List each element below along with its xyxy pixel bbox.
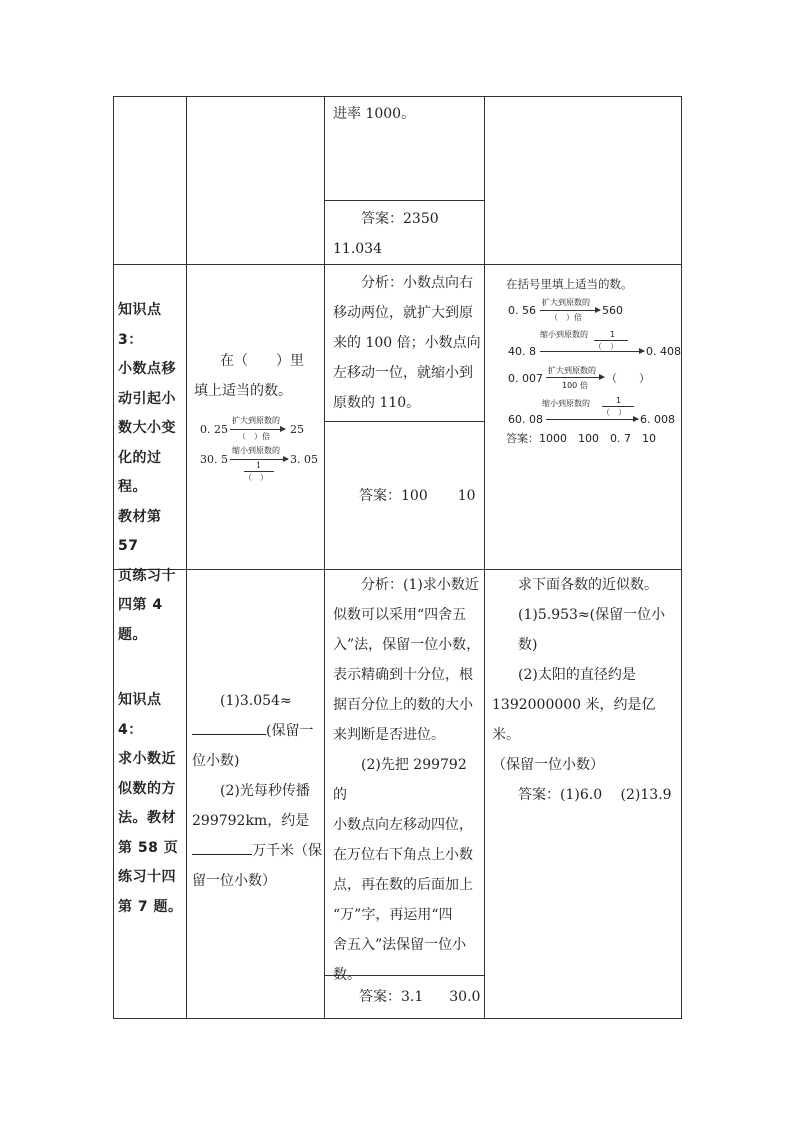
eq-right: （ ）	[606, 372, 650, 385]
answer-label: 答案：	[359, 989, 401, 1005]
exercise-answer: 答案：1000 100 0. 7 10	[506, 432, 656, 445]
eq-right: 6. 008	[640, 413, 675, 426]
row3-answer	[333, 982, 483, 1012]
exercise-line: 求下面各数的近似数。	[518, 577, 658, 593]
eq-top: 扩大到原数的	[542, 298, 590, 307]
row2-answer	[333, 481, 483, 511]
analysis-line: 在万位右下角点上小数	[333, 847, 473, 863]
knowledge-line: 动引起小	[118, 390, 176, 407]
answer-label: 答案：	[361, 211, 403, 227]
knowledge-line: 法。教材	[118, 810, 176, 826]
question-line: 位小数)	[192, 753, 240, 769]
knowledge-line: 求小数近	[118, 751, 176, 767]
question-line-2: 填上适当的数。	[194, 383, 292, 399]
analysis-line: 表示精确到十分位，根	[333, 667, 473, 683]
knowledge-line: 练习十四	[118, 869, 176, 885]
question-line: 299792km，约是	[192, 813, 310, 829]
table-border-left	[113, 96, 114, 1019]
answer-value-2: 11.034	[333, 241, 382, 257]
arrow-icon	[540, 351, 644, 352]
eq-left: 60. 08	[508, 413, 543, 426]
row2-exercise	[506, 274, 681, 454]
knowledge-line: 教材第 57	[118, 508, 162, 554]
knowledge-line: 第 7 题。	[118, 898, 183, 915]
knowledge-line: 第 58 页	[118, 839, 179, 856]
question-line: (保留一	[266, 723, 314, 739]
answer-blank[interactable]	[192, 720, 266, 735]
question-line: 万千米（保	[252, 843, 322, 859]
row2-analysis	[333, 268, 483, 418]
knowledge-line: 似数的方	[118, 780, 176, 797]
eq-bottom: （ ）倍	[238, 432, 270, 441]
eq-top: 缩小到原数的	[540, 330, 588, 339]
question-equation-2	[198, 444, 322, 484]
row2-question	[192, 346, 322, 406]
col-divider-3	[484, 96, 485, 1019]
analysis-line: 原数的 110。	[333, 395, 421, 411]
table-border-top	[113, 96, 682, 97]
answer-value-2: 10	[457, 488, 476, 504]
eq-left: 0. 007	[508, 372, 543, 385]
answer-value-1: 3.1	[401, 989, 424, 1005]
question-line-1: 在（ ）里	[220, 353, 304, 369]
analysis-line: 左移动一位，就缩小到	[333, 365, 473, 381]
analysis-line: 分析：(1)求小数近	[361, 577, 479, 593]
table-border-bottom	[113, 1018, 682, 1019]
knowledge-line: 化的过程。	[118, 449, 162, 495]
row3-exercise	[490, 570, 680, 810]
exercise-line: 1392000000 米，约是亿米。	[492, 697, 656, 743]
eq-num: 1	[256, 461, 262, 470]
answer-value-2: 30.0	[449, 989, 481, 1005]
eq-num: 1	[610, 330, 616, 339]
eq-left: 40. 8	[508, 345, 536, 358]
analysis-line: 舍五入”法保留一位小	[333, 937, 467, 953]
arrow-icon	[546, 377, 604, 378]
eq-right: 25	[290, 423, 304, 436]
sub-divider-row1	[324, 200, 485, 201]
eq-num: 1	[616, 396, 622, 405]
knowledge-line: 知识点 3：	[118, 302, 162, 348]
analysis-line: 来的 100 倍；小数点向	[333, 335, 481, 351]
knowledge-line: 四第 4 题。	[118, 597, 163, 643]
exercise-title: 在括号里填上适当的数。	[506, 277, 633, 291]
eq-left: 0. 25	[200, 423, 228, 436]
eq-top: 缩小到原数的	[232, 446, 280, 455]
analysis-line: 小数点向左移动四位，	[333, 817, 473, 833]
col-divider-2	[324, 96, 325, 1019]
eq-right: 560	[602, 304, 623, 317]
analysis-line: “万”字，再运用“四	[333, 907, 453, 923]
eq-den: （ ）	[244, 473, 268, 482]
arrow-icon	[230, 459, 288, 460]
row-divider-1	[113, 264, 682, 265]
eq-left: 30. 5	[200, 453, 228, 466]
analysis-line: 入”法，保留一位小数，	[333, 637, 481, 653]
eq-top: 缩小到原数的	[542, 399, 590, 408]
eq-den: （ ）	[602, 408, 626, 417]
analysis-line: (2)先把 299792 的	[333, 757, 467, 803]
question-line: (1)3.054≈	[220, 693, 292, 709]
eq-top: 扩大到原数的	[548, 366, 596, 375]
knowledge-line: 数大小变	[118, 420, 176, 436]
question-equation-1	[198, 414, 322, 442]
table-border-right	[681, 96, 682, 1019]
answer-label: 答案：	[359, 488, 401, 504]
row3-knowledge-point	[118, 686, 186, 922]
eq-right: 0. 408	[646, 345, 681, 358]
eq-den: （ ）	[594, 342, 618, 351]
analysis-tail-text: 进率 1000。	[333, 106, 416, 122]
answer-value-1: 2350	[403, 211, 439, 227]
row3-analysis	[333, 570, 483, 990]
knowledge-line: 页练习十	[118, 567, 176, 584]
analysis-line: 数。	[333, 967, 361, 983]
sub-divider-row2	[324, 421, 485, 422]
exercise-line: （保留一位小数）	[492, 757, 604, 773]
eq-bottom: （ ）倍	[550, 313, 582, 322]
row1-analysis-tail	[333, 99, 478, 129]
analysis-line: 点，再在数的后面加上	[333, 877, 473, 893]
eq-right: 3. 05	[290, 453, 318, 466]
answer-blank[interactable]	[192, 840, 252, 855]
row2-knowledge-point	[118, 296, 186, 650]
analysis-line: 似数可以采用“四舍五	[333, 607, 467, 623]
eq-top: 扩大到原数的	[232, 416, 280, 425]
arrow-icon	[230, 429, 285, 430]
exercise-line: (2)太阳的直径约是	[518, 667, 636, 683]
knowledge-line: 小数点移	[118, 361, 176, 377]
row3-question	[192, 686, 322, 896]
arrow-icon	[540, 310, 600, 311]
question-line: 留一位小数）	[192, 873, 276, 889]
exercise-line: (1)5.953≈(保留一位小数)	[518, 607, 666, 653]
question-line: (2)光每秒传播	[220, 783, 310, 799]
answer-value-1: 100	[401, 488, 428, 504]
eq-bottom: 100 倍	[562, 381, 588, 390]
analysis-line: 分析：小数点向右	[361, 275, 473, 291]
knowledge-line: 知识点 4：	[118, 692, 162, 738]
arrow-icon	[546, 419, 638, 420]
analysis-line: 据百分位上的数的大小	[333, 697, 473, 713]
exercise-answer: 答案：(1)6.0 (2)13.9	[518, 787, 672, 803]
col-divider-1	[186, 96, 187, 1019]
analysis-line: 移动两位，就扩大到原	[333, 305, 473, 321]
eq-left: 0. 56	[508, 304, 536, 317]
analysis-line: 来判断是否进位。	[333, 727, 445, 743]
row1-answer	[333, 204, 478, 264]
